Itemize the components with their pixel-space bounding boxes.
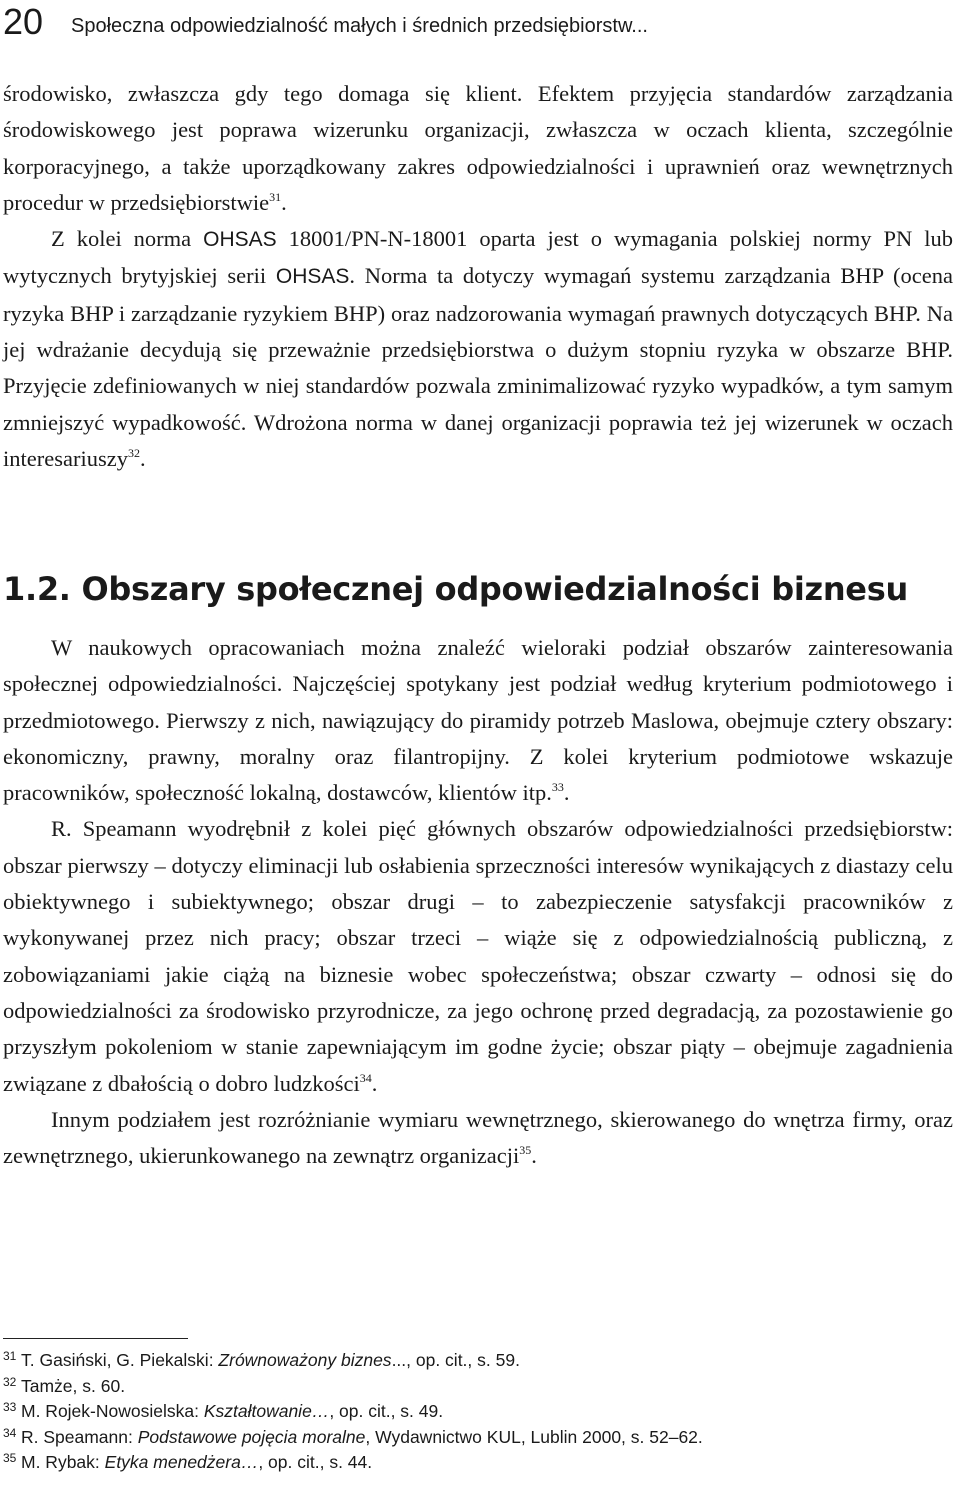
paragraph-text: 18001/PN-N-18001 oparta jest o wymagania polskiej normy PN lub wytycznych brytyjskiej serii — [3, 226, 953, 289]
paragraph — [3, 811, 953, 1101]
paragraph-text: R. Speamann wyodrębnił z kolei pięć głównych obszarów odpowiedzialności przedsiębiorstw: obszar pierwszy – dotyczy eliminacji lub osłabienia sprzeczności interesów wynikających z diastazy celu obiektywnego i subiektywnego; obszar drugi – to zabezpieczenie satysfakcji pracowników z wykonywanej przez nich pracy; obszar trzeci – wiąże się z odpowiedzialnością publiczną, z zobowiązaniami jakie ciążą na biznesie wobec społeczeństwa; obszar czwarty – odnosi się do odpowiedzialności za środowisko przyrodnicze, za jego ochronę przed degradacją, za pozostawienie go przyszłym pokoleniom w stanie zapewniającym im godne życie; obszar piąty – obejmuje zagadnienia związane z dbałością o dobro ludzkości — [3, 816, 953, 1096]
footnote-ref: 31 — [269, 189, 282, 204]
footnote-text: M. Rybak: — [21, 1452, 105, 1473]
paragraph-end: . — [531, 1143, 537, 1169]
footnote-text: , Wydawnictwo KUL, Lublin 2000, s. 52–62. — [365, 1426, 703, 1447]
body-block-2 — [3, 630, 953, 1174]
footnote-title: Kształtowanie… — [203, 1401, 330, 1422]
footnote-ref: 33 — [551, 780, 564, 795]
footnote-divider — [3, 1338, 188, 1339]
footnote: 32 Tamże, s. 60. — [3, 1374, 126, 1396]
paragraph-end: . — [563, 780, 570, 806]
footnotes — [3, 1348, 953, 1476]
footnote-text: , op. cit., s. 44. — [258, 1452, 373, 1473]
paragraph-end: . — [139, 445, 146, 471]
footnote-text: ..., op. cit., s. 59. — [391, 1350, 520, 1370]
paragraph — [3, 221, 953, 477]
paragraph-text: . Norma ta dotyczy wymagań systemu zarządzania BHP (ocena ryzyka BHP i zarządzanie ryzykiem BHP) oraz nadzorowania wymagań prawnych dotyczących BHP. Na jej wdrażanie decydują się przeważnie przedsiębiorstwa o dużym stopniu ryzyka w obszarze BHP. Przyjęcie zdefiniowanych w niej standardów pozwala zminimalizować ryzyko wypadków, a tym samym zmniejszyć wypadkowość. Wdrożona norma w danej organizacji poprawia też jej wizerunek w oczach interesariuszy — [3, 263, 953, 471]
footnote: 33 M. Rojek-Nowosielska: Kształtowanie…, op. cit., s. 49. — [3, 1400, 444, 1422]
paragraph — [3, 76, 953, 221]
footnote-text: , op. cit., s. 49. — [329, 1401, 444, 1422]
paragraph-text: Z kolei norma — [51, 226, 204, 252]
running-header — [0, 0, 960, 50]
footnote-text: R. Speamann: — [21, 1426, 138, 1447]
footnote-text: M. Rojek-Nowosielska: — [21, 1401, 204, 1422]
paragraph — [3, 630, 953, 811]
paragraph — [3, 1102, 953, 1175]
footnote: 34 R. Speamann: Podstawowe pojęcia moralne, Wydawnictwo KUL, Lublin 2000, s. 52–62. — [3, 1425, 703, 1447]
footnote: 31 T. Gasiński, G. Piekalski: Zrównoważony biznes..., op. cit., s. 59. — [3, 1349, 520, 1370]
body-block-1 — [3, 76, 953, 477]
paragraph-text: Innym podziałem jest rozróżnianie wymiaru wewnętrznego, skierowanego do wnętrza firmy, oraz zewnętrznego, ukierunkowanego na zewnątrz organizacji — [3, 1106, 953, 1169]
footnote-ref: 34 — [359, 1070, 372, 1085]
paragraph-end: . — [371, 1070, 378, 1096]
footnote-text: Tamże, s. 60. — [21, 1375, 126, 1396]
standard-name: OHSAS — [275, 265, 350, 289]
footnote-title: Zrównoważony biznes — [218, 1350, 392, 1370]
footnote-ref: 35 — [519, 1143, 532, 1158]
footnote-title: Etyka menedżera… — [104, 1452, 259, 1473]
standard-name: OHSAS — [203, 228, 277, 252]
footnote: 35 M. Rybak: Etyka menedżera…, op. cit., s. 44. — [3, 1451, 373, 1473]
running-title: Społeczna odpowiedzialność małych i średnich przedsiębiorstw... — [71, 15, 648, 37]
page-number: 20 — [3, 1, 44, 42]
footnote-title: Podstawowe pojęcia moralne — [137, 1426, 366, 1447]
paragraph-end: . — [281, 189, 287, 215]
paragraph-text: W naukowych opracowaniach można znaleźć wieloraki podział obszarów zainteresowania społecznej odpowiedzialności. Najczęściej spotykany jest podział według kryterium podmiotowego i przedmiotowego. Pierwszy z nich, nawiązujący do piramidy potrzeb Maslowa, obejmuje cztery obszary: ekonomiczny, prawny, moralny oraz filantropijny. Z kolei kryterium podmiotowe wskazuje pracowników, społeczność lokalną, dostawców, klientów itp. — [3, 635, 953, 806]
footnote-ref: 32 — [127, 445, 140, 460]
footnote-text: T. Gasiński, G. Piekalski: — [21, 1350, 219, 1370]
section-heading: 1.2. Obszary społecznej odpowiedzialności biznesu — [3, 570, 908, 608]
paragraph-text: środowisko, zwłaszcza gdy tego domaga się klient. Efektem przyjęcia standardów zarządzania środowiskowego jest poprawa wizerunku organizacji, zwłaszcza w oczach klienta, szczególnie korporacyjnego, a także uporządkowany zakres odpowiedzialności i uprawnień oraz wewnętrznych procedur w przedsiębiorstwie — [3, 81, 953, 215]
